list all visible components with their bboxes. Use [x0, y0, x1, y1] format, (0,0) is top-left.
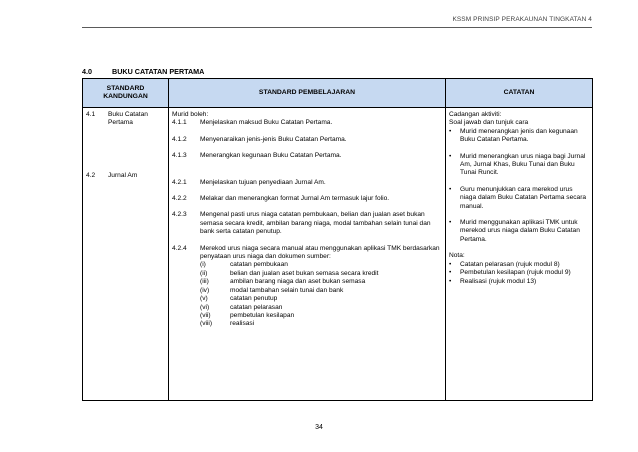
bullet-icon: •	[449, 152, 452, 160]
bullet-icon: •	[449, 127, 452, 135]
kandungan-item	[86, 172, 165, 180]
list-item: • Murid menerangkan jenis dan kegunaan Buku Catatan Pertama.	[449, 127, 578, 144]
list-item: • Pembetulan kesilapan (rujuk modul 9)	[449, 269, 571, 277]
subitem: (vi) catatan pelarasan	[200, 303, 283, 311]
pembelajaran-item	[172, 195, 442, 203]
pembelajaran-number: 4.1.1	[172, 119, 187, 127]
bullet-icon: •	[449, 260, 452, 268]
pembelajaran-text: Mengenal pasti urus niaga catatan pembukaan, belian dan jualan aset bukan semasa secara kredit, ambilan barang niaga, modal tambahan selain tunai dan bank serta catatan penutup.	[200, 211, 431, 236]
pembelajaran-text: Merekod urus niaga secara manual atau menggunakan aplikasi TMK berdasarkan penyataan urus niaga dan dokumen sumber:	[200, 244, 440, 261]
nota-label: Nota:	[449, 252, 465, 260]
bullet-icon: •	[449, 185, 452, 193]
bullet-icon: •	[449, 269, 452, 277]
subitem: (v) catatan penutup	[200, 295, 278, 303]
pembelajaran-number: 4.2.1	[172, 178, 187, 186]
pembelajaran-text: Menjelaskan maksud Buku Catatan Pertama.	[200, 119, 333, 127]
catatan-subintro: Soal jawab dan tunjuk cara	[449, 119, 529, 127]
pembelajaran-number: 4.2.2	[172, 195, 187, 203]
pembelajaran-item	[172, 245, 442, 262]
pembelajaran-number: 4.1.3	[172, 152, 187, 160]
catatan-intro: Cadangan aktiviti:	[449, 111, 502, 118]
subitem: (iii) ambilan barang niaga dan aset bukan semasa	[200, 278, 366, 286]
curriculum-table	[82, 78, 593, 401]
list-item: • Murid menggunakan aplikasi TMK untuk merekod urus niaga dalam Buku Catatan Pertama.	[449, 219, 580, 243]
list-item: • Catatan pelarasan (rujuk modul 8)	[449, 260, 560, 268]
kandungan-cell	[83, 108, 169, 401]
list-item: • Murid menerangkan urus niaga bagi Jurnal Am, Jurnal Khas, Buku Tunai dan Buku Tunai Runcit.	[449, 152, 586, 177]
document-header: KSSM PRINSIP PERAKAUNAN TINGKATAN 4	[452, 16, 592, 23]
pembelajaran-text: Menerangkan kegunaan Buku Catatan Pertama.	[200, 152, 342, 160]
page-number: 34	[315, 424, 323, 431]
subitem: (iv) modal tambahan selain tunai dan bank	[200, 286, 344, 294]
list-item: • Guru menunjukkan cara merekod urus niaga dalam Buku Catatan Pertama secara manual.	[449, 185, 587, 210]
list-item: • Realisasi (rujuk modul 13)	[449, 277, 537, 285]
pembelajaran-number: 4.2.3	[172, 211, 187, 219]
pembelajaran-number: 4.1.2	[172, 135, 187, 143]
section-name: BUKU CATATAN PERTAMA	[112, 67, 205, 76]
table-header-row	[83, 79, 593, 108]
pembelajaran-cell	[169, 108, 446, 401]
table-row	[83, 108, 593, 401]
section-number: 4.0	[82, 67, 92, 76]
header-standard-pembelajaran: STANDARD PEMBELAJARAN	[169, 79, 446, 108]
kandungan-item	[86, 111, 165, 128]
subitem: (viii) realisasi	[200, 320, 255, 328]
subitem: (vii) pembetulan kesilapan	[200, 311, 295, 319]
pembelajaran-text: Melakar dan menerangkan format Jurnal Am termasuk lajur folio.	[200, 195, 390, 203]
pembelajaran-text: Menjelaskan tujuan penyediaan Jurnal Am.	[200, 178, 326, 186]
kandungan-number: 4.1	[86, 111, 96, 118]
bullet-icon: •	[449, 277, 452, 285]
pembelajaran-text: Menyenaraikan jenis-jenis Buku Catatan Pertama.	[200, 135, 347, 143]
pembelajaran-item	[172, 119, 442, 127]
kandungan-title: Jurnal Am	[108, 171, 138, 179]
header-standard-kandungan: STANDARD KANDUNGAN	[83, 79, 169, 108]
kandungan-title: Buku Catatan Pertama	[108, 111, 148, 127]
kandungan-number: 4.2	[86, 171, 96, 179]
subitem: (i) catatan pembukaan	[200, 261, 288, 269]
section-title	[82, 67, 204, 76]
header-rule	[82, 27, 592, 28]
catatan-cell	[446, 108, 593, 401]
pembelajaran-item	[172, 152, 442, 160]
subitem-list	[172, 261, 442, 328]
bullet-icon: •	[449, 219, 452, 227]
pembelajaran-item	[172, 136, 442, 144]
pembelajaran-number: 4.2.4	[172, 244, 187, 252]
nota-list	[449, 261, 589, 286]
subitem: (ii) belian dan jualan aset bukan semasa secara kredit	[200, 269, 379, 277]
header-catatan: CATATAN	[446, 79, 593, 108]
activity-list	[449, 128, 589, 244]
pembelajaran-item	[172, 179, 442, 187]
pembelajaran-item	[172, 211, 442, 236]
pembelajaran-intro: Murid boleh:	[172, 111, 209, 118]
